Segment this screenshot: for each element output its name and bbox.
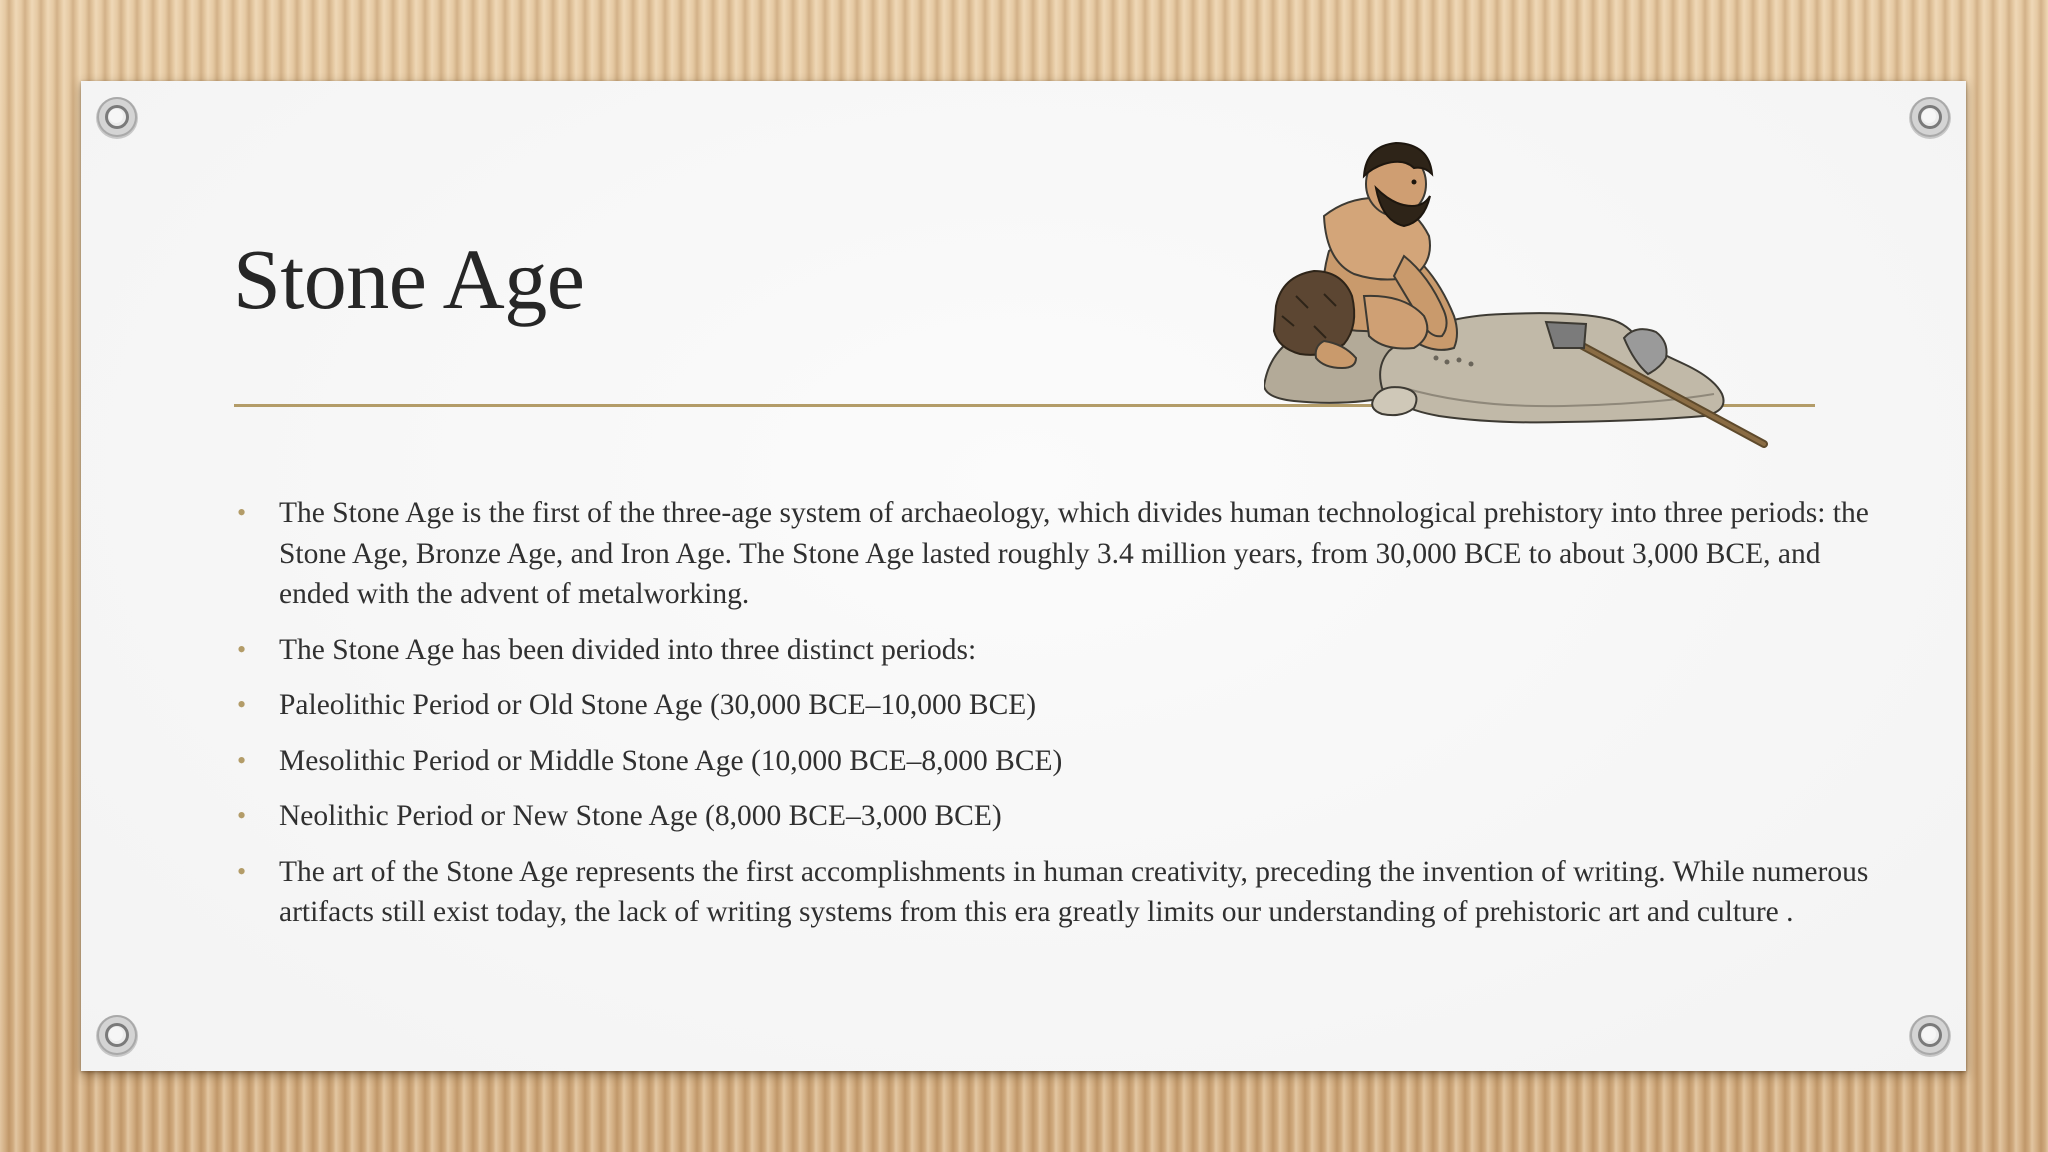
- page-title: Stone Age: [233, 231, 585, 327]
- list-item: [234, 493, 1894, 615]
- grommet-bottom-left-icon: [95, 1013, 139, 1057]
- list-item: [234, 741, 1894, 782]
- bullet-dot-icon: •: [237, 498, 247, 527]
- grommet-bottom-right-icon: [1908, 1013, 1952, 1057]
- bullet-dot-icon: •: [237, 634, 247, 664]
- list-item: [234, 685, 1894, 726]
- list-item-text: Neolithic Period or New Stone Age (8,000 BCE–3,000 BCE): [279, 800, 1002, 832]
- list-item-text: Paleolithic Period or Old Stone Age (30,000 BCE–10,000 BCE): [279, 689, 1037, 721]
- list-item-text: Mesolithic Period or Middle Stone Age (10,000 BCE–8,000 BCE): [279, 744, 1063, 777]
- bullet-dot-icon: •: [237, 801, 247, 830]
- list-item: [234, 796, 1894, 837]
- caveman-illustration-icon: [1264, 126, 1784, 456]
- bullet-list: [234, 493, 1894, 948]
- grommet-top-right-icon: [1908, 95, 1952, 139]
- list-item-text: The art of the Stone Age represents the first accomplishments in human creativity, preceding the invention of writing. While numerous artifacts still exist today, the lack of writing systems from this era greatly limits our understanding of prehistoric art and culture .: [279, 855, 1869, 928]
- bullet-dot-icon: •: [237, 745, 247, 775]
- grommet-top-left-icon: [95, 95, 139, 139]
- bullet-dot-icon: •: [237, 690, 247, 719]
- list-item-text: The Stone Age has been divided into three distinct periods:: [279, 633, 977, 666]
- slide-paper: [81, 81, 1966, 1071]
- list-item: [234, 630, 1894, 671]
- bullet-dot-icon: •: [237, 856, 247, 886]
- list-item-text: The Stone Age is the first of the three-age system of archaeology, which divides human technological prehistory into three periods: the Stone Age, Bronze Age, and Iron Age. The Stone Age lasted roughly 3.4 million years, from 30,000 BCE to about 3,000 BCE, and ended with the advent of metalworking.: [279, 497, 1869, 610]
- list-item: [234, 852, 1894, 933]
